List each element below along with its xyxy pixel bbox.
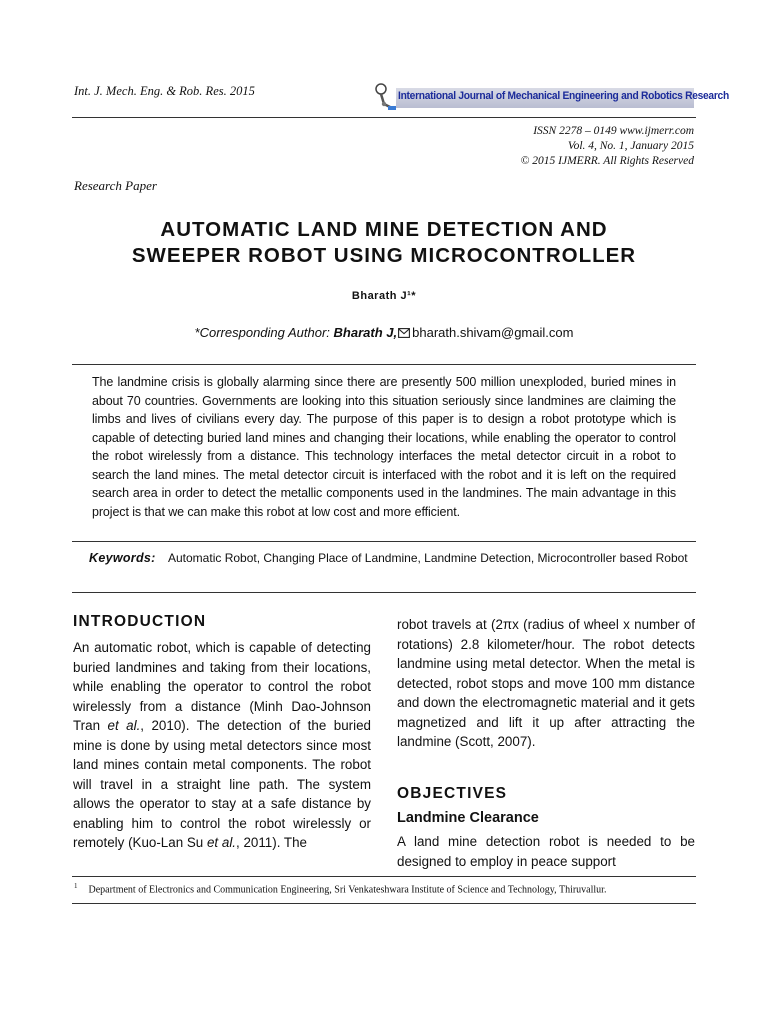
- column2-paragraph: robot travels at (2πx (radius of wheel x number of rotations) 2.8 kilometer/hour. The robot detects landmine using metal detector. When the metal is detected, robot stops and move 100 mm distance and down the electromagnetic material and it gets magnetized and lift it up after attracting the landmine (Scott, 2007).: [397, 617, 695, 749]
- footnote-rule: [72, 876, 696, 877]
- footnote: [74, 882, 694, 895]
- keywords-text: Automatic Robot, Changing Place of Landmine, Landmine Detection, Microcontroller based Robot: [168, 551, 688, 565]
- corresponding-email[interactable]: bharath.shivam@gmail.com: [412, 325, 574, 340]
- corresponding-prefix: *Corresponding Author:: [194, 325, 334, 340]
- footnote-text: Department of Electronics and Communication Engineering, Sri Venkateshwara Institute of Science and Technology, Thiruvallur.: [88, 884, 607, 896]
- corresponding-name: Bharath J,: [333, 325, 398, 340]
- envelope-icon: [398, 328, 410, 338]
- introduction-paragraph: [73, 638, 371, 853]
- footnote-marker: 1: [74, 882, 78, 890]
- abstract-bottom-rule: [72, 541, 696, 542]
- robot-arm-icon: [372, 82, 398, 112]
- journal-short-title: Int. J. Mech. Eng. & Rob. Res. 2015: [74, 84, 255, 98]
- header-rule: [72, 117, 696, 118]
- intro-text-a: An automatic robot, which is capable of detecting buried landmines and taking from their locations, while enabling the operator to control the robot wirelessly from a distance (Minh Dao-Johnson Tran: [73, 640, 371, 733]
- author: Bharath J¹*: [351, 290, 417, 302]
- issn-line: ISSN 2278 – 0149 www.ijmerr.com: [533, 125, 694, 137]
- abstract: The landmine crisis is globally alarming since there are presently 500 million unexploded, buried mines in about 70 countries. Governments are looking into this situation seriously since landmines are claiming the limbs and lives of civilians every day. The purpose of this paper is to design a robot prototype which is capable of detecting buried land mines and changing their locations, while enabling the operator to control the robot wirelessly from a distance. This technology interfaces the metal detector circuit in a robot to search the land mines. The metal detector circuit is interfaced with the robot and it is left on the required search area in order to detect the metallic components used in the landmines. The main advantage in this project is that we can make this robot at low cost and more efficient.: [92, 375, 676, 519]
- paper-type: Research Paper: [74, 178, 157, 193]
- corresponding-author: [0, 325, 768, 340]
- page-title: [60, 217, 708, 269]
- title-line-1: AUTOMATIC LAND MINE DETECTION AND: [160, 218, 608, 241]
- introduction-heading: INTRODUCTION: [73, 613, 207, 630]
- abstract-top-rule: [72, 364, 696, 365]
- objectives-heading: OBJECTIVES: [397, 785, 508, 802]
- intro-et-al-2: et al.: [206, 835, 237, 850]
- keywords-label: Keywords:: [89, 551, 156, 565]
- footnote-bottom-rule: [72, 903, 696, 904]
- intro-text-c: , 2011). The: [236, 835, 307, 850]
- journal-logo: [372, 82, 729, 112]
- keywords-rule: [72, 592, 696, 593]
- volume-line: Vol. 4, No. 1, January 2015: [567, 140, 694, 152]
- objectives-paragraph: A land mine detection robot is needed to be designed to employ in peace support: [397, 834, 695, 869]
- copyright-line: © 2015 IJMERR. All Rights Reserved: [520, 155, 694, 167]
- title-line-2: SWEEPER ROBOT USING MICROCONTROLLER: [131, 244, 637, 267]
- intro-et-al: et al.: [107, 718, 141, 733]
- journal-full-title: International Journal of Mechanical Engineering and Robotics Research: [398, 90, 729, 102]
- intro-text-b: , 2010). The detection of the buried mine is done by using metal detectors since most land mines contain metal components. The robot will travel in a straight line path. The system allows the operator to stay at a safe distance by enabling him to control the robot wirelessly or remotely (Kuo-Lan Su: [73, 718, 371, 850]
- landmine-clearance-heading: Landmine Clearance: [397, 810, 539, 826]
